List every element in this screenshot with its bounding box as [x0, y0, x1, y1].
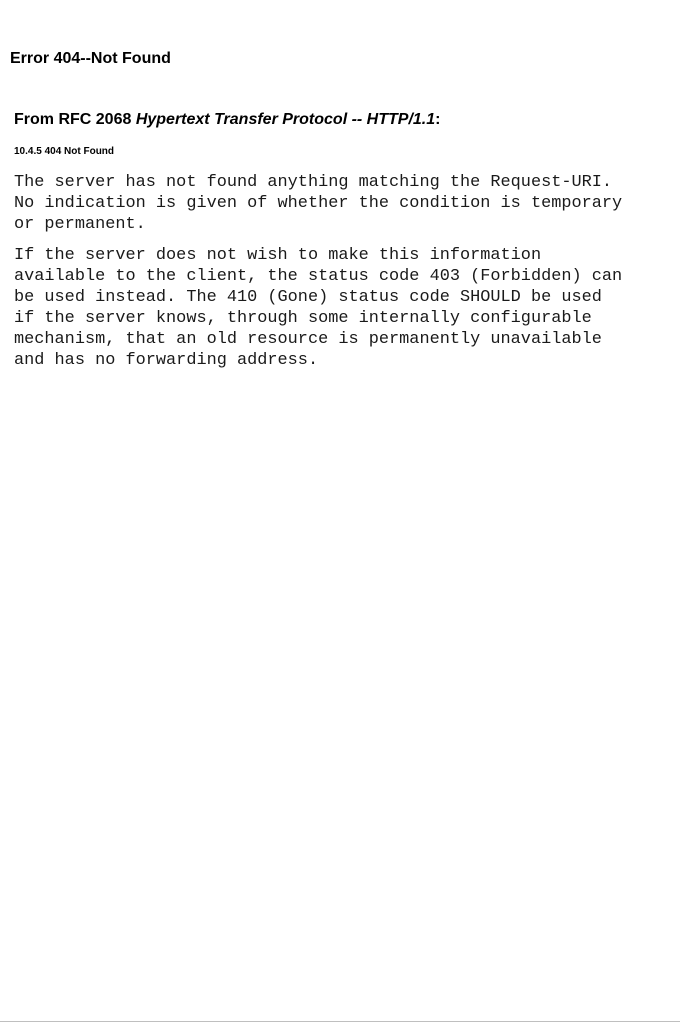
rfc-document-title: Hypertext Transfer Protocol -- HTTP/1.1	[135, 111, 436, 128]
paragraph-line: and has no forwarding address.	[14, 351, 319, 370]
paragraph-line: available to the client, the status code 403 (Forbidden) can	[14, 267, 623, 286]
paragraph-line: No indication is given of whether the condition is temporary	[14, 194, 623, 213]
description-paragraph	[14, 172, 622, 235]
page-title: Error 404--Not Found	[10, 50, 171, 67]
alternative-status-paragraph	[14, 245, 622, 371]
paragraph-line: or permanent.	[14, 215, 146, 234]
rfc-heading-suffix: :	[435, 111, 441, 128]
paragraph-line: be used instead. The 410 (Gone) status code SHOULD be used	[14, 288, 602, 307]
paragraph-line: if the server knows, through some internally configurable	[14, 309, 592, 328]
paragraph-line: The server has not found anything matching the Request-URI.	[14, 173, 613, 192]
rfc-heading-prefix: From RFC 2068	[14, 111, 136, 128]
page-bottom-divider	[0, 1021, 680, 1022]
paragraph-line: mechanism, that an old resource is permanently unavailable	[14, 330, 602, 349]
paragraph-line: If the server does not wish to make this information	[14, 246, 542, 265]
section-heading: 10.4.5 404 Not Found	[14, 146, 115, 157]
rfc-heading	[14, 110, 440, 130]
